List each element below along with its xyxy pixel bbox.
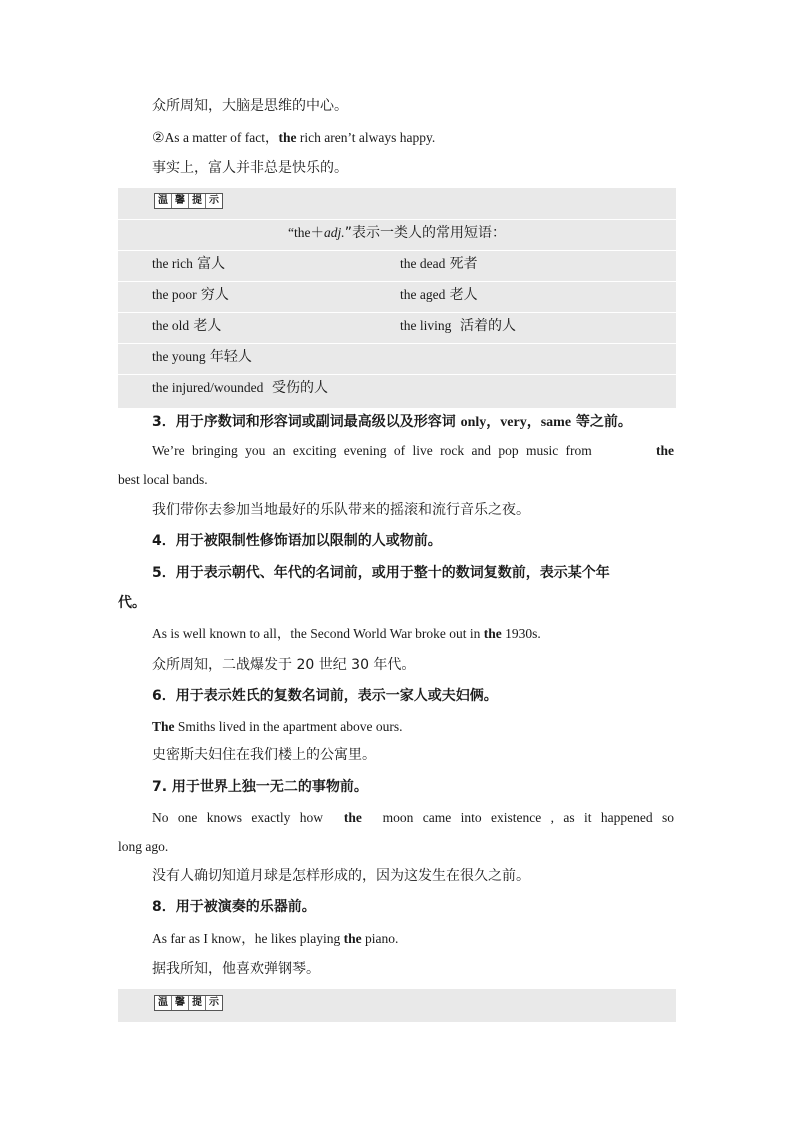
badge-char: 示 [209,997,219,1008]
badge-char: 示 [209,195,219,206]
tip-box-2 [118,989,676,1022]
badge-char: 提 [189,194,206,208]
tip-intro [118,223,676,243]
example-2 [152,128,435,148]
section-6-translation: 史密斯夫妇住在我们楼上的公寓里。 [152,747,376,763]
section-4-heading: 4．用于被限制性修饰语加以限制的人或物前。 [152,533,442,549]
badge-char: 提 [189,996,206,1010]
phrase-item: the old 老人 [152,318,222,334]
tip-badge-2 [154,995,223,1011]
section-5-heading: 5．用于表示朝代、年代的名词前，或用于整十的数词复数前，表示某个年 [152,565,610,581]
badge-char: 温 [155,194,172,208]
section-7-example: No one knows exactly how the moon came into existence , as it happened so [152,810,674,825]
badge-char: 温 [155,996,172,1010]
section-3-example: We’re bringing you an exciting evening of live rock and pop music from the [152,443,674,458]
section-6-example: The Smiths lived in the apartment above ours. [152,719,403,734]
tip-intro-b: ”表示一类人的常用短语： [344,225,506,241]
section-3-example-cont: best local bands. [118,472,208,487]
section-6-heading: 6．用于表示姓氏的复数名词前，表示一家人或夫妇俩。 [152,688,498,704]
tip-intro-adj: adj. [324,225,345,240]
example-2-part-c: rich aren’t always happy. [296,130,436,145]
phrase-item: the injured/wounded 受伤的人 [152,380,328,396]
badge-char: 馨 [172,194,189,208]
phrase-item: the poor 穷人 [152,287,229,303]
section-3-heading: 3．用于序数词和形容词或副词最高级以及形容词 only，very，same 等之前。 [152,414,632,430]
phrase-item: the aged 老人 [400,287,478,303]
section-5-example: As is well known to all，the Second World War broke out in the 1930s. [152,626,541,641]
line-brain: 众所周知，大脑是思维的中心。 [152,98,348,114]
example-2-the: the [278,130,297,145]
section-7-example-cont: long ago. [118,839,169,854]
section-8-example: As far as I know，he likes playing the piano. [152,931,399,946]
section-3-translation: 我们带你去参加当地最好的乐队带来的摇滚和流行音乐之夜。 [152,502,530,518]
phrase-item: the rich 富人 [152,256,226,272]
badge-char: 馨 [172,996,189,1010]
tip-badge-1 [154,193,223,209]
section-5-translation: 众所周知，二战爆发于 20 世纪 30 年代。 [152,657,416,673]
section-8-translation: 据我所知，他喜欢弹钢琴。 [152,961,320,977]
phrase-item: the young 年轻人 [152,349,252,365]
section-5-heading-cont: 代。 [118,595,146,611]
phrase-item: the living 活着的人 [400,318,516,334]
circled-number: ② [152,130,165,146]
section-7-translation: 没有人确切知道月球是怎样形成的，因为这发生在很久之前。 [152,868,530,884]
example-2-translation: 事实上，富人并非总是快乐的。 [152,160,348,176]
example-2-part-a: As a matter of fact， [164,130,279,145]
section-8-heading: 8．用于被演奏的乐器前。 [152,899,316,915]
phrase-item: the dead 死者 [400,256,478,272]
section-7-heading: 7. 用于世界上独一无二的事物前。 [152,779,368,795]
tip-intro-a: “the＋ [288,225,325,240]
tip-box-1 [118,188,676,408]
